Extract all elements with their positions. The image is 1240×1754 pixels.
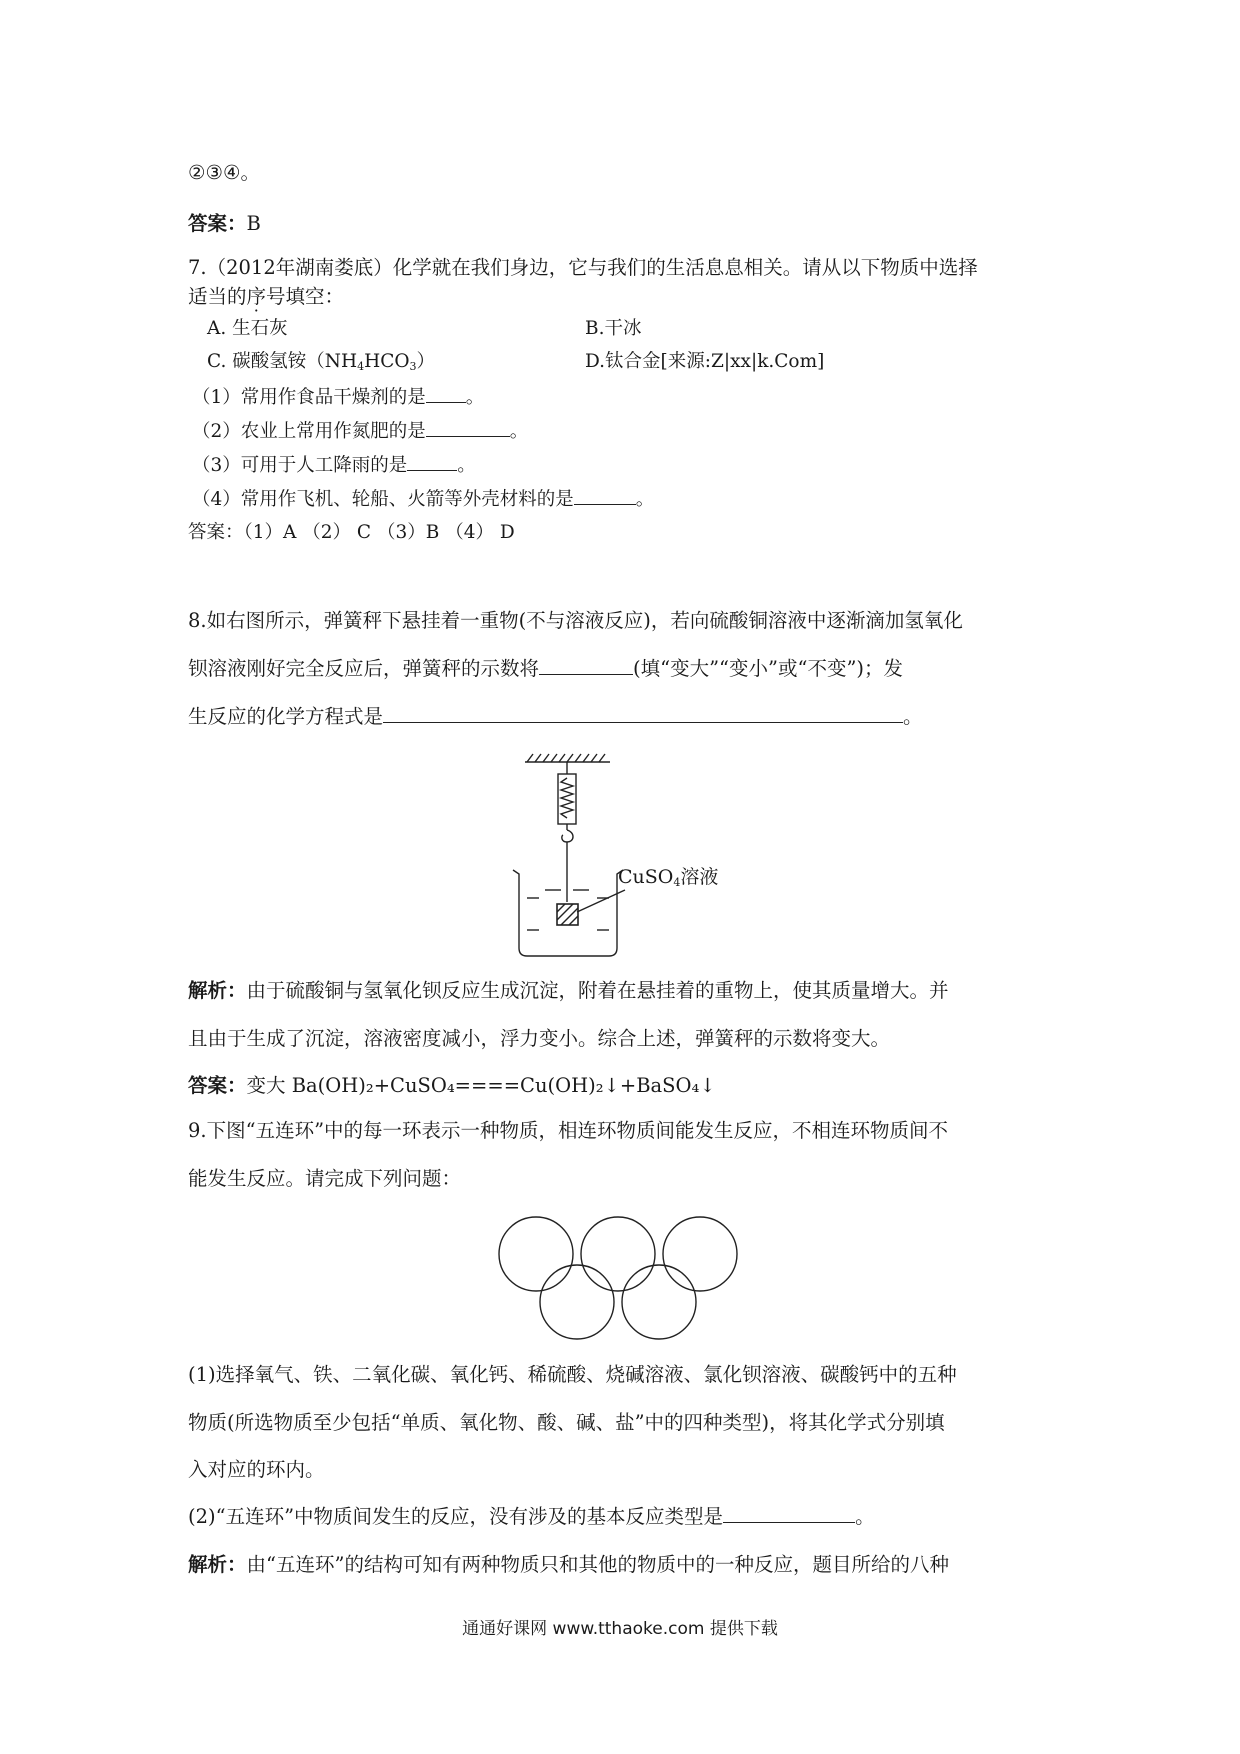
q7-stem-line1: 7.（2012年湖南娄底）化学就在我们身边，它与我们的生活息息相关。请从以下物质中选择 <box>188 256 978 279</box>
q7-sub-4: （4）常用作飞机、轮船、火箭等外壳材料的是 。 <box>192 486 654 513</box>
ring-1 <box>499 1217 573 1291</box>
ring-5 <box>622 1265 696 1339</box>
ring-2 <box>581 1217 655 1291</box>
q9-part2: (2)“五连环”中物质间发生的反应，没有涉及的基本反应类型是 。 <box>188 1505 875 1528</box>
q7-sub-1: （1）常用作食品干燥剂的是 。 <box>192 384 484 411</box>
five-rings-diagram <box>496 1216 750 1344</box>
q8-blank-equation[interactable] <box>383 704 903 723</box>
q7-stem-line2: 适当的序号填空： <box>188 285 345 308</box>
answer-line-q6 <box>188 211 261 237</box>
answer-label: 答案： <box>188 1074 247 1097</box>
q7-blank-3[interactable] <box>407 452 457 471</box>
answer-label: 答案： <box>188 212 247 235</box>
q8-stem-line3: 生反应的化学方程式是 。 <box>188 705 923 728</box>
q8-analysis-line2: 且由于生成了沉淀，溶液密度减小，浮力变小。综合上述，弹簧秤的示数将变大。 <box>188 1027 891 1050</box>
q8-blank-reading[interactable] <box>539 656 633 675</box>
ring-4 <box>540 1265 614 1339</box>
q9-part1-line2: 物质(所选物质至少包括“单质、氧化物、酸、碱、盐”中的四种类型)，将其化学式分别填 <box>188 1411 945 1434</box>
figure-label-cuso4: CuSO$_4$溶液 <box>618 866 719 889</box>
q9-stem-line2: 能发生反应。请完成下列问题： <box>188 1167 462 1190</box>
five-rings-figure <box>496 1216 750 1348</box>
q9-part1-line3: 入对应的环内。 <box>188 1458 325 1481</box>
q7-option-a: A. 生石灰 <box>207 318 288 339</box>
q9-analysis-line1: 解析：由“五连环”的结构可知有两种物质只和其他的物质中的一种反应，题目所给的八种 <box>188 1553 949 1576</box>
q8-analysis-line1: 解析：由于硫酸铜与氢氧化钡反应生成沉淀，附着在悬挂着的重物上，使其质量增大。并 <box>188 979 949 1002</box>
q9-stem-line1: 9.下图“五连环”中的每一环表示一种物质，相连环物质间能发生反应，不相连环物质间不 <box>188 1119 949 1142</box>
q8-stem-line2: 钡溶液刚好完全反应后，弹簧秤的示数将 (填“变大”“变小”或“不变”)；发 <box>188 657 904 680</box>
analysis-label: 解析： <box>188 979 247 1002</box>
q7-option-c: C. 碳酸氢铵$(NH_4HCO_3)$ <box>207 351 436 373</box>
spring-balance-figure <box>505 750 745 970</box>
ring-3 <box>663 1217 737 1291</box>
q9-part1-line1: (1)选择氧气、铁、二氧化碳、氧化钙、稀硫酸、烧碱溶液、氯化钡溶液、碳酸钙中的五种 <box>188 1363 957 1386</box>
q7-answer: 答案：（1）A （2） C （3）B （4） D <box>188 522 515 543</box>
page-footer: 通通好课网 www.tthaoke.com 提供下载 <box>462 1619 778 1639</box>
q7-blank-2[interactable] <box>426 418 510 437</box>
answer-value: B <box>246 212 261 235</box>
q7-sub-3: （3）可用于人工降雨的是 。 <box>192 452 476 479</box>
q8-answer-line <box>188 1073 716 1099</box>
spring-balance-diagram <box>505 750 745 966</box>
previous-answer-tail: ②③④。 <box>188 161 260 184</box>
q8-stem-line1: 8.如右图所示，弹簧秤下悬挂着一重物(不与溶液反应)，若向硫酸铜溶液中逐渐滴加氢氧化 <box>188 609 963 632</box>
analysis-label: 解析： <box>188 1553 247 1576</box>
q7-blank-4[interactable] <box>574 486 636 505</box>
q7-sub-2: （2）农业上常用作氮肥的是 。 <box>192 418 528 445</box>
q7-option-b: B.干冰 <box>585 318 642 339</box>
q9-blank-reaction-type[interactable] <box>723 1504 855 1523</box>
q7-option-d: D.钛合金[来源:Z|xx|k.Com] <box>585 351 825 372</box>
q7-blank-1[interactable] <box>426 384 466 403</box>
q8-answer-value: 变大 Ba(OH)₂+CuSO₄====Cu(OH)₂↓+BaSO₄↓ <box>246 1074 716 1097</box>
